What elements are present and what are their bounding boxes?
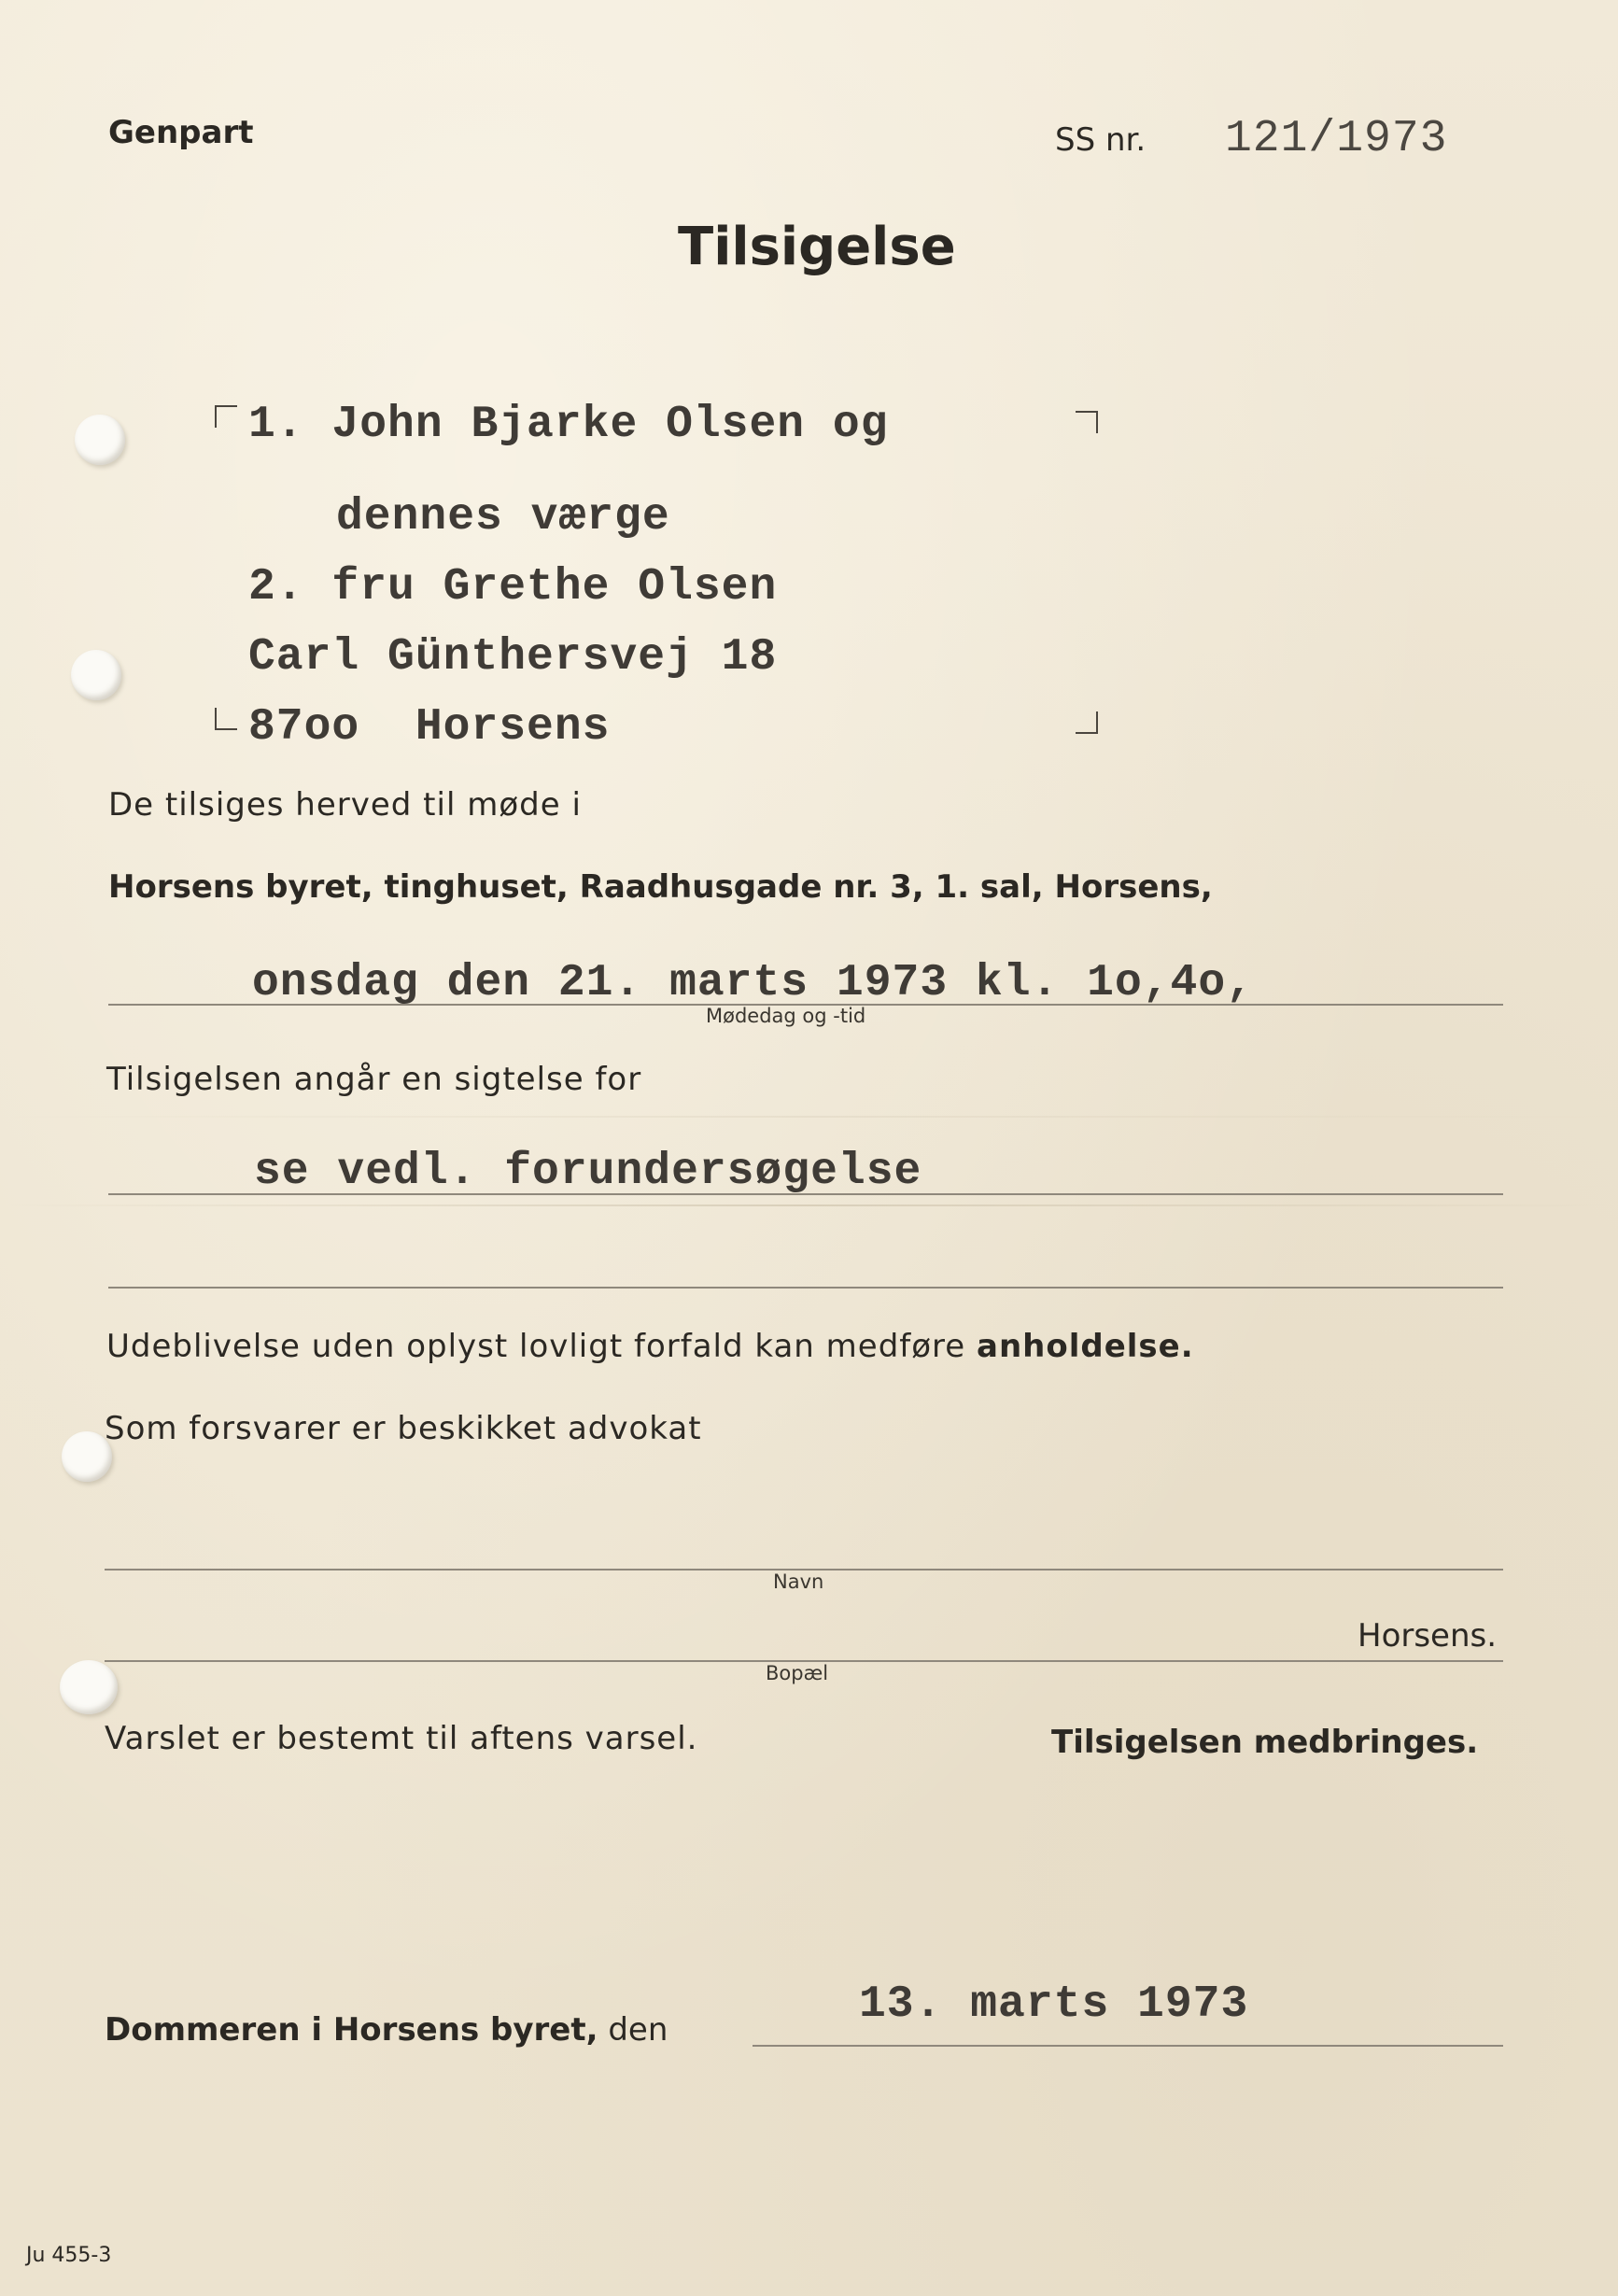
address-corner-mark	[215, 708, 237, 730]
punch-hole	[60, 1660, 118, 1714]
absence-warning-text: Udeblivelse uden oplyst lovligt forfald kan medføre	[106, 1328, 966, 1365]
recipient-line-3: 2. fru Grethe Olsen	[248, 562, 778, 613]
address-corner-mark	[215, 405, 237, 428]
judge-label-bold: Dommeren i Horsens byret,	[105, 2011, 598, 2049]
case-number-value: 121/1973	[1225, 114, 1448, 164]
arrest-warning-text: anholdelse.	[977, 1328, 1194, 1365]
address-corner-mark	[1076, 711, 1098, 734]
notice-period-text: Varslet er bestemt til aftens varsel.	[105, 1720, 698, 1757]
fold-crease	[0, 1204, 1618, 1206]
judge-label	[105, 2011, 668, 2049]
counsel-name-caption: Navn	[773, 1571, 824, 1593]
recipient-line-5: 87oo Horsens	[248, 702, 611, 753]
counsel-residence-caption: Bopæl	[766, 1662, 829, 1684]
counsel-residence-value: Horsens.	[1358, 1617, 1498, 1655]
case-number-label: SS nr.	[1055, 121, 1147, 159]
hearing-datetime-caption: Mødedag og -tid	[706, 1005, 866, 1027]
summons-intro: De tilsiges herved til møde i	[108, 786, 582, 824]
fold-crease	[0, 1116, 1618, 1118]
charge-value: se vedl. forundersøgelse	[254, 1147, 922, 1197]
address-corner-mark	[1076, 411, 1098, 433]
absence-warning	[106, 1328, 1194, 1365]
court-venue: Horsens byret, tinghuset, Raadhusgade nr. 3, 1. sal, Horsens,	[108, 868, 1213, 906]
punch-hole	[71, 650, 121, 700]
charge-line	[108, 1193, 1503, 1195]
bring-summons-notice: Tilsigelsen medbringes.	[1051, 1724, 1479, 1761]
charge-extra-line	[108, 1287, 1503, 1289]
charge-label: Tilsigelsen angår en sigtelse for	[106, 1061, 642, 1098]
form-code: Ju 455-3	[26, 2244, 112, 2267]
punch-hole	[75, 415, 125, 465]
issue-date-line	[753, 2045, 1503, 2047]
defense-counsel-label: Som forsvarer er beskikket advokat	[105, 1410, 702, 1447]
document-title: Tilsigelse	[678, 217, 956, 277]
recipient-line-4: Carl Günthersvej 18	[248, 632, 778, 683]
hearing-datetime: onsdag den 21. marts 1973 kl. 1o,4o,	[252, 958, 1254, 1008]
issue-date: 13. marts 1973	[859, 1979, 1249, 2030]
judge-label-rest: den	[608, 2011, 668, 2049]
copy-label: Genpart	[108, 114, 254, 151]
recipient-line-2: dennes værge	[336, 492, 670, 542]
recipient-line-1: 1. John Bjarke Olsen og	[248, 400, 889, 450]
